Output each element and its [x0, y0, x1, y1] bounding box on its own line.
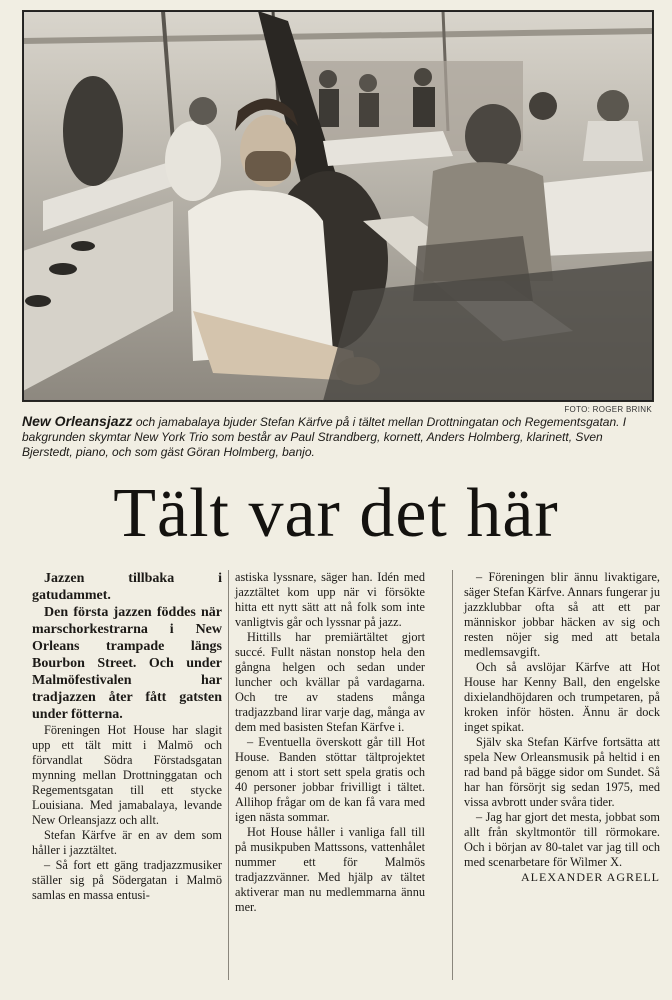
article-column-1	[32, 570, 222, 903]
body-paragraph: Stefan Kärfve är en av dem som håller i jazztältet.	[32, 828, 222, 857]
ingress-paragraph: Jazzen tillbaka i gatudammet.	[32, 571, 222, 603]
article-column-2	[235, 570, 425, 915]
body-paragraph: Hot House håller i vanliga fall till på musikpuben Mattssons, vattenhålet nummer ett för Malmös tradjazzvänner. Med hjälp av tältet aktiverar man nu medlemmarna ännu mer.	[235, 825, 425, 914]
body-paragraph: astiska lyssnare, säger han. Idén med jazztältet kom upp när vi försökte hitta ett nytt sätt att nå folk som inte vanligtvis går och lyssnar på jazz.	[235, 570, 425, 629]
body-paragraph: – Eventuella överskott går till Hot House. Banden stöttar tältprojektet genom att i stort sett spela gratis och 40 personer jobbar frivilligt i tältet. Allihop frågar om de kan få vara med igen nästa sommar.	[235, 735, 425, 824]
news-photo	[22, 10, 654, 402]
body-paragraph: Och så avslöjar Kärfve att Hot House har Kenny Ball, den engelske dixielandhöjdaren och trumpetaren, på kroken inför hösten. Ännu är dock inget spikat.	[464, 660, 660, 734]
body-paragraph: – Föreningen blir ännu livaktigare, säger Stefan Kärfve. Annars fungerar ju jazzklubbar ofta så att ett par människor jobbar häcken av sig och resten nöjer sig med att betala medlemsavgift.	[464, 570, 660, 659]
article-body	[32, 570, 660, 990]
body-paragraph: – Så fort ett gäng tradjazzmusiker ställer sig på Södergatan i Malmö samlas en massa entusi-	[32, 858, 222, 902]
photo-credit: FOTO: ROGER BRINK	[564, 405, 652, 414]
caption-text: och jamabalaya bjuder Stefan Kärfve på i tältet mellan Drottningatan och Regementsgatan. I bakgrunden skymtar New York Trio som består av Paul Strandberg, kornett, Anders Holmberg, klarinett, Sven Bjerstedt, piano, och som gäst Göran Holmberg, banjo.	[22, 415, 627, 459]
column-rule	[228, 570, 229, 980]
caption-lead: New Orleansjazz	[22, 413, 133, 429]
ingress-paragraph: Den första jazzen föddes när marschorkestrarna i New Orleans trampade längs Bourbon Street. Och under Malmöfestivalen har tradjazzen åter fått gatsten under fötterna.	[32, 605, 222, 722]
body-paragraph: – Jag har gjort det mesta, jobbat som allt från skyltmontör till rörmokare. Och i början av 80-talet var jag till och med scenarbetare för Wilmer X.	[464, 810, 660, 869]
body-paragraph: Själv ska Stefan Kärfve fortsätta att spela New Orleansmusik på heltid i en rad band på bägge sidor om Sundet. Så har han försörjt sig sedan 1975, med vissa avbrott under svåra tider.	[464, 735, 660, 809]
column-rule	[452, 570, 453, 980]
headline: Tält var det här	[113, 475, 559, 552]
photo-illustration	[23, 11, 653, 401]
photo-caption	[22, 414, 654, 460]
body-paragraph: Hittills har premiärtältet gjort succé. Fullt nästan nonstop hela den gångna helgen och sedan under luncher och kvällar på vardagarna. Och tre av stadens många tradjazzband lirar varje dag, många av dem med basisten Stefan Kärfve i.	[235, 630, 425, 734]
byline: ALEXANDER AGRELL	[521, 870, 660, 884]
body-paragraph: Föreningen Hot House har slagit upp ett tält mitt i Malmö och förvandlat Södra Förstadsgatan mynning mellan Drottninggatan och Regementsgatan till ett stycke Louisiana. Med jamabalaya, levande New Orleansjazz och allt.	[32, 723, 222, 827]
article-column-3	[464, 570, 660, 885]
